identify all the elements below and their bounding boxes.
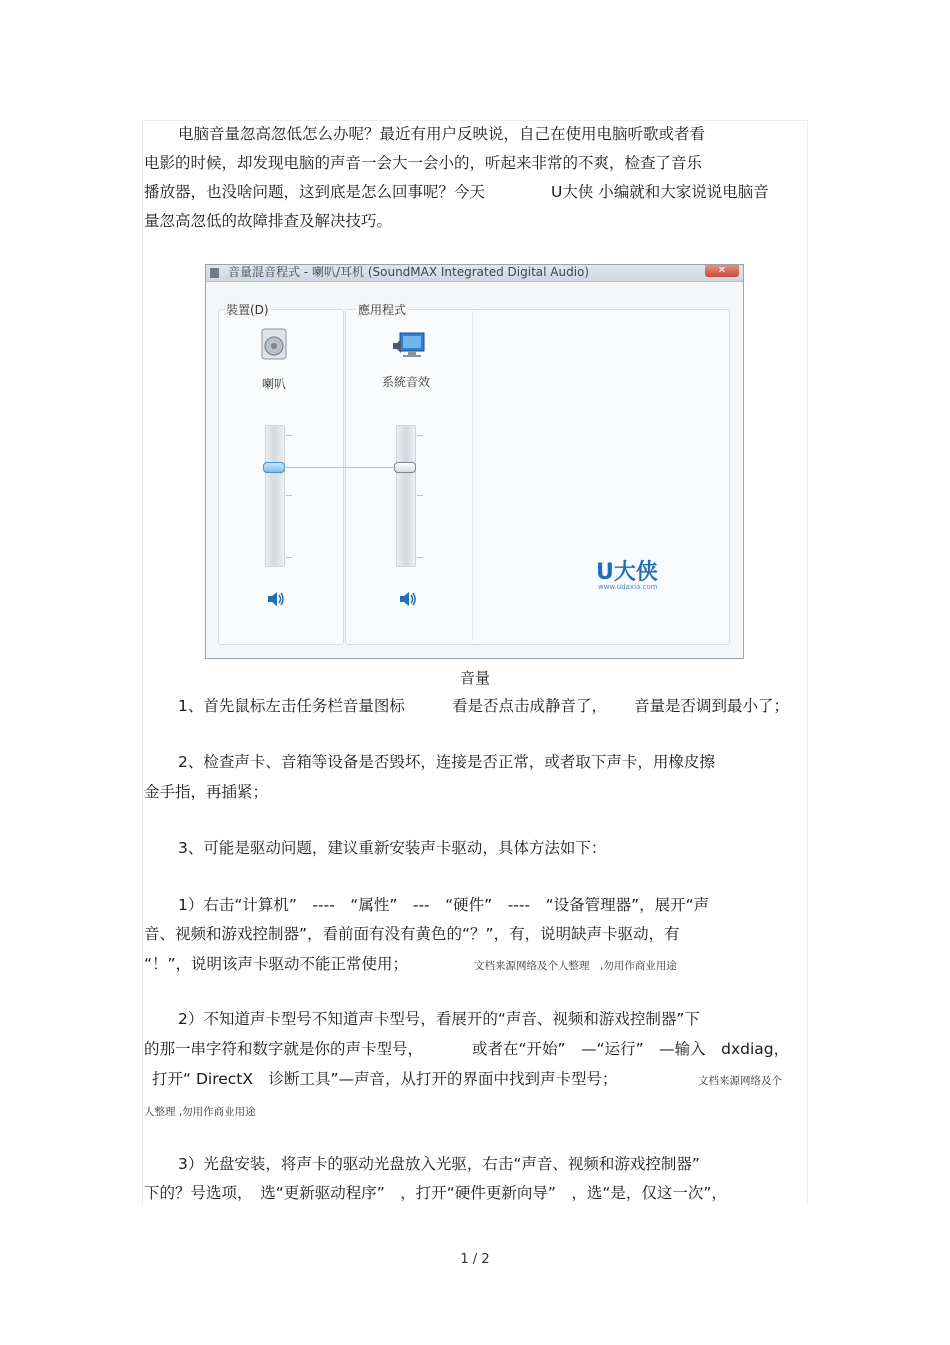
point-3b: 下的？号选项， 选“更新驱动程序” ，打开“硬件更新向导” ，选“是，仅这一次”， [144,1184,727,1202]
tick [286,435,292,436]
divider [472,311,473,641]
tick [417,435,423,436]
app-name: 系統音效 [382,375,431,389]
app-volume-slider[interactable] [394,462,416,473]
step-3: 3、可能是驱动问题，建议重新安装声卡驱动，具体方法如下： [178,839,607,857]
tick [417,557,423,558]
mixer-app-icon [210,268,219,278]
tick [286,557,292,558]
step-1a: 1、首先鼠标左击任务栏音量图标 [178,697,405,715]
step-1b: 看是否点击成静音了， [452,697,608,715]
point-2c: 打开“ DirectX 诊断工具”—声音，从打开的界面中找到声卡型号； [152,1070,618,1088]
device-volume-slider[interactable] [263,462,285,473]
volume-link-line [284,467,396,468]
app-volume-track [396,425,416,567]
point-2b-2: 或者在“开始” —“运行” —输入 dxdiag， [472,1040,790,1058]
udaxia-url: www.udaxia.com [598,583,658,591]
apps-group-label: 應用程式 [358,303,407,317]
point-1a: 1）右击“计算机” ---- “属性” --- “硬件” ---- “设备管理器”，展开“声 [178,896,710,914]
intro-line-2: 电影的时候，却发现电脑的声音一会大一会小的，听起来非常的不爽，检查了音乐 [144,154,703,172]
tick [417,495,423,496]
point-2a: 2）不知道声卡型号不知道声卡型号，看展开的“声音、视频和游戏控制器”下 [178,1010,700,1028]
intro-line-3b: U大侠 小编就和大家说说电脑音 [551,183,769,201]
intro-line-3a: 播放器，也没啥问题，这到底是怎么回事呢？今天 [144,183,486,201]
mixer-titlebar [206,265,743,282]
device-volume-track [265,425,285,567]
page-number: 1 / 2 [460,1252,490,1267]
speaker-icon[interactable] [266,591,286,607]
point-3a: 3）光盘安装，将声卡的驱动光盘放入光驱，右击“声音、视频和游戏控制器” [178,1155,700,1173]
close-icon[interactable]: ✕ [705,265,739,277]
source-note: 人整理 ,勿用作商业用途 [144,1106,256,1118]
system-sounds-icon [392,329,428,361]
speaker-device-icon [258,327,292,363]
mixer-window-title: 音量混音程式 - 喇叭/耳机 (SoundMAX Integrated Digital Audio) [228,265,590,279]
speaker-icon[interactable] [398,591,418,607]
figure-caption: 音量 [459,669,490,687]
device-name: 喇叭 [262,377,287,391]
tick [286,495,292,496]
volume-mixer-screenshot [205,264,744,659]
intro-line-4: 量忽高忽低的故障排查及解决技巧。 [144,212,393,230]
intro-line-1: 电脑音量忽高忽低怎么办呢？最近有用户反映说，自己在使用电脑听歌或者看 [178,125,706,143]
device-group-label: 裝置(D) [226,303,269,317]
step-1c: 音量是否调到最小了； [634,697,790,715]
source-note: 文档来源网络及个人整理 ,勿用作商业用途 [474,960,677,972]
point-2b-1: 的那一串字符和数字就是你的声卡型号， [144,1040,424,1058]
point-1c: “！”，说明该声卡驱动不能正常使用； [144,955,409,973]
step-2b: 金手指，再插紧； [144,783,269,801]
udaxia-logo: U大侠 [596,560,658,585]
step-2a: 2、检查声卡、音箱等设备是否毁坏，连接是否正常，或者取下声卡，用橡皮擦 [178,753,715,771]
point-1b: 音、视频和游戏控制器”，看前面有没有黄色的“？”，有，说明缺声卡驱动，有 [144,925,680,943]
source-note: 文档来源网络及个 [698,1075,782,1087]
